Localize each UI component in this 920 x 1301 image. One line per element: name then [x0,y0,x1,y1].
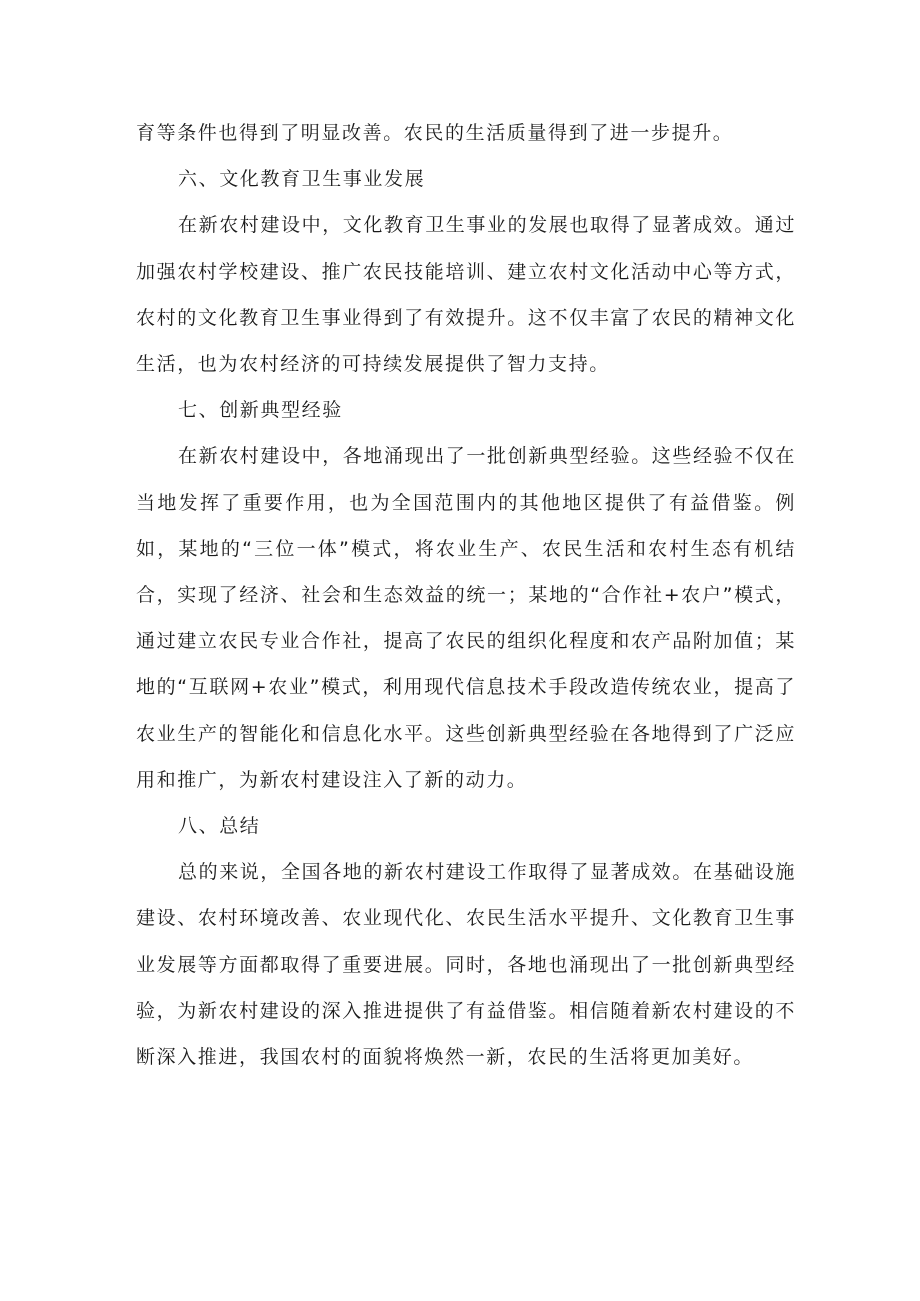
paragraph-summary: 总的来说，全国各地的新农村建设工作取得了显著成效。在基础设施建设、农村环境改善、农业现代化、农民生活水平提升、文化教育卫生事业发展等方面都取得了重要进展。同时，各地也涌现出了一批创新典型经验，为新农村建设的深入推进提供了有益借鉴。相信随着新农村建设的不断深入推进，我国农村的面貌将焕然一新，农民的生活将更加美好。 [136,861,797,1069]
document-body [136,110,796,1080]
paragraph-continuation: 育等条件也得到了明显改善。农民的生活质量得到了进一步提升。 [136,122,734,144]
paragraph-innovation-experience: 在新农村建设中，各地涌现出了一批创新典型经验。这些经验不仅在当地发挥了重要作用，也为全国范围内的其他地区提供了有益借鉴。例如，某地的“三位一体”模式，将农业生产、农民生活和农村生态有机结合，实现了经济、社会和生态效益的统一；某地的“合作社+农户”模式，通过建立农民专业合作社，提高了农民的组织化程度和农产品附加值；某地的“互联网+农业”模式，利用现代信息技术手段改造传统农业，提高了农业生产的智能化和信息化水平。这些创新典型经验在各地得到了广泛应用和推广，为新农村建设注入了新的动力。 [136,445,797,791]
paragraph-culture-education-health: 在新农村建设中，文化教育卫生事业的发展也取得了显著成效。通过加强农村学校建设、推广农民技能培训、建立农村文化活动中心等方式，农村的文化教育卫生事业得到了有效提升。这不仅丰富了农民的精神文化生活，也为农村经济的可持续发展提供了智力支持。 [136,214,797,376]
section-heading-culture-education-health: 六、文化教育卫生事业发展 [178,168,426,191]
section-heading-innovation-experience: 七、创新典型经验 [178,399,343,422]
section-heading-summary: 八、总结 [178,815,261,838]
